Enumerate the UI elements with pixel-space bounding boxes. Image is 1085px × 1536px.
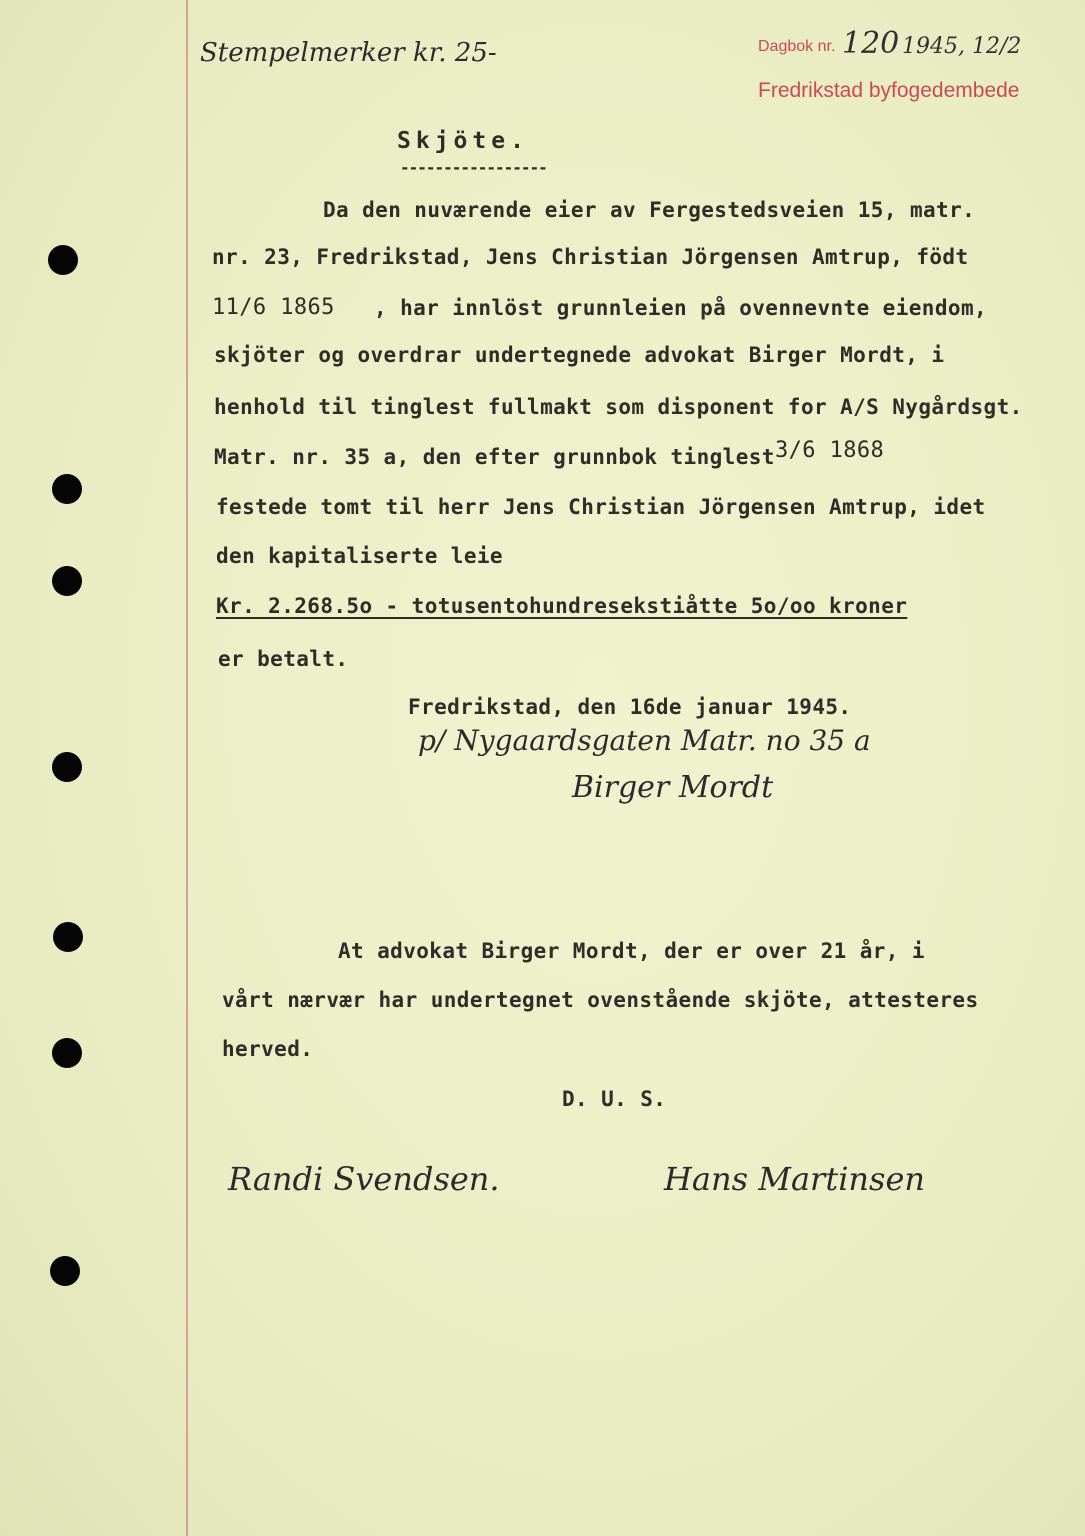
margin-line: [186, 0, 188, 1536]
signature-line-2: Birger Mordt: [572, 770, 774, 805]
document-title: Skjöte.: [397, 128, 529, 154]
stamp-office: Fredrikstad byfogedembede: [758, 79, 1020, 102]
body-line-5: henhold til tinglest fullmakt som disponent for A/S Nygårdsgt.: [214, 395, 1023, 419]
place-date: Fredrikstad, den 16de januar 1945.: [408, 695, 852, 719]
attest-line-1: At advokat Birger Mordt, der er over 21 år, i: [338, 939, 925, 963]
body-line-4: skjöter og overdrar undertegnede advokat Birger Mordt, i: [214, 343, 945, 367]
registration-date-fill: 3/6 1868: [775, 438, 885, 463]
witness-signature-1: Randi Svendsen.: [228, 1160, 500, 1198]
body-line-8: den kapitaliserte leie: [216, 544, 503, 568]
stamp-date: 1945, 12/2: [902, 34, 1022, 59]
witness-signature-2: Hans Martinsen: [664, 1160, 925, 1198]
signature-line-1: p/ Nygaardsgaten Matr. no 35 a: [418, 724, 871, 757]
body-line-7: festede tomt til herr Jens Christian Jörgensen Amtrup, idet: [216, 495, 986, 519]
body-line-9: er betalt.: [218, 647, 349, 671]
stamp-duty-note: Stempelmerker kr. 25-: [200, 38, 497, 68]
punch-hole-icon: [50, 1256, 80, 1286]
attest-line-2: vårt nærvær har undertegnet ovenstående skjöte, attesteres: [222, 988, 979, 1012]
punch-hole-icon: [52, 752, 82, 782]
punch-hole-icon: [48, 245, 78, 275]
birth-date-fill: 11/6 1865: [212, 295, 335, 320]
punch-hole-icon: [52, 1038, 82, 1068]
punch-hole-icon: [52, 474, 82, 504]
attest-line-3: herved.: [222, 1037, 314, 1061]
stamp-number: 120: [842, 26, 900, 61]
punch-hole-icon: [53, 922, 83, 952]
body-line-3: , har innlöst grunnleien på ovennevnte eiendom,: [374, 296, 988, 320]
title-underline: -----------------: [400, 158, 547, 177]
body-line-2: nr. 23, Fredrikstad, Jens Christian Jörgensen Amtrup, födt: [212, 245, 969, 269]
body-line-1: Da den nuværende eier av Fergestedsveien 15, matr.: [323, 198, 976, 222]
stamp-prefix: Dagbok nr.: [758, 38, 836, 55]
amount-line: Kr. 2.268.5o - totusentohundresekstiåtte 5o/oo kroner: [216, 594, 908, 618]
punch-hole-icon: [52, 566, 82, 596]
dus-mark: D. U. S.: [562, 1087, 667, 1111]
body-line-6: Matr. nr. 35 a, den efter grunnbok tinglest: [214, 445, 775, 469]
